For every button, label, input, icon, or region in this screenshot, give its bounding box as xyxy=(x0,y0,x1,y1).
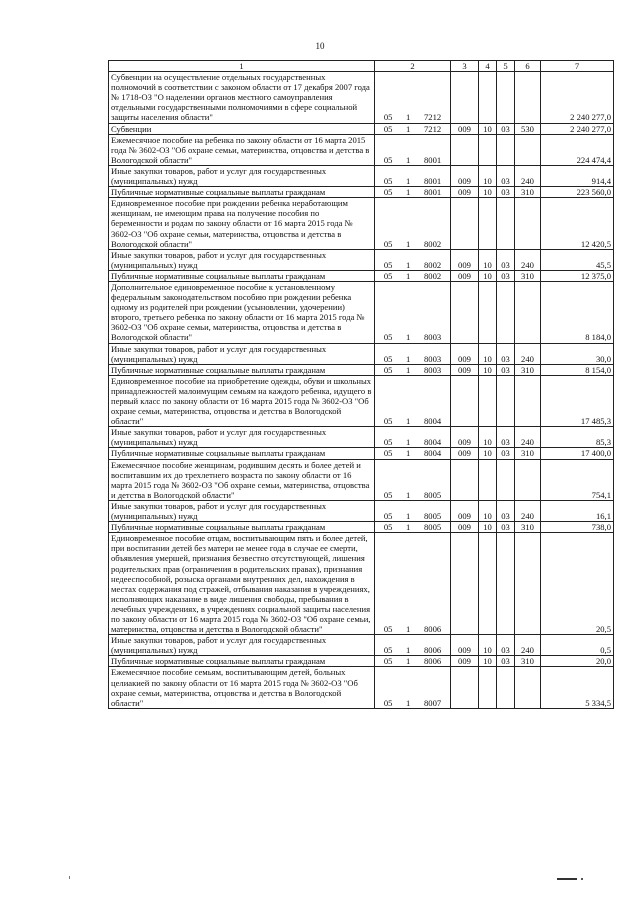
table-row xyxy=(109,533,614,635)
row-name: Ежемесячное пособие семьям, воспитывающим детей, больных целиакией по закону области от 16 марта 2015 года № 3602-ОЗ "Об охране семьи, материнства, отцовства и детства в Вологодской области" xyxy=(109,667,375,708)
row-pr xyxy=(497,134,515,165)
code-parts xyxy=(377,448,448,458)
code-sub: 1 xyxy=(406,238,411,249)
row-pr xyxy=(497,72,515,123)
code-sub: 1 xyxy=(406,624,411,635)
row-rz: 10 xyxy=(479,270,497,281)
scan-artifact xyxy=(557,878,577,880)
header-col-4: 4 xyxy=(479,61,497,72)
table-row xyxy=(109,343,614,364)
row-rz: 10 xyxy=(479,343,497,364)
row-pr: 03 xyxy=(497,343,515,364)
row-code xyxy=(375,533,451,635)
code-sub: 1 xyxy=(406,259,411,270)
table-row xyxy=(109,281,614,343)
code-prog: 05 xyxy=(383,270,393,281)
code-dir: 8001 xyxy=(423,176,442,187)
row-vr xyxy=(451,459,479,500)
code-parts xyxy=(377,354,448,364)
row-code xyxy=(375,427,451,448)
table-row xyxy=(109,249,614,270)
row-rz: 10 xyxy=(479,364,497,375)
row-vr: 009 xyxy=(451,500,479,521)
code-parts xyxy=(377,365,448,375)
table-row xyxy=(109,448,614,459)
table-row xyxy=(109,364,614,375)
row-rz: 10 xyxy=(479,123,497,134)
row-vr: 009 xyxy=(451,165,479,186)
table-row xyxy=(109,72,614,123)
row-pr: 03 xyxy=(497,187,515,198)
row-pr: 03 xyxy=(497,448,515,459)
row-kvr xyxy=(515,281,541,343)
code-dir: 8002 xyxy=(423,238,442,249)
row-vr xyxy=(451,533,479,635)
row-vr: 009 xyxy=(451,270,479,281)
code-dir: 7212 xyxy=(423,123,442,134)
table-row xyxy=(109,656,614,667)
row-rz: 10 xyxy=(479,656,497,667)
code-dir: 8004 xyxy=(423,437,442,448)
row-amount: 2 240 277,0 xyxy=(541,72,614,123)
code-dir: 8002 xyxy=(423,259,442,270)
budget-table xyxy=(108,60,614,709)
code-sub: 1 xyxy=(406,522,411,533)
code-parts xyxy=(377,260,448,270)
row-vr: 009 xyxy=(451,249,479,270)
code-parts xyxy=(377,522,448,532)
code-prog: 05 xyxy=(383,511,393,522)
row-amount: 12 420,5 xyxy=(541,198,614,249)
row-rz: 10 xyxy=(479,635,497,656)
row-kvr: 240 xyxy=(515,427,541,448)
row-name: Единовременное пособие на приобретение одежды, обуви и школьных принадлежностей малоимущим семьям на каждого ребенка, идущего в первый класс по закону области от 16 марта 2015 года № 3602-ОЗ "Об охране семьи, материнства, отцовства и детства в Вологодской области" xyxy=(109,375,375,426)
code-prog: 05 xyxy=(383,489,393,500)
row-amount: 17 400,0 xyxy=(541,448,614,459)
scan-artifact xyxy=(69,876,70,879)
row-kvr xyxy=(515,375,541,426)
row-rz xyxy=(479,375,497,426)
table-body xyxy=(109,72,614,709)
header-row xyxy=(109,61,614,72)
code-sub: 1 xyxy=(406,489,411,500)
row-rz xyxy=(479,72,497,123)
row-name: Ежемесячное пособие женщинам, родившим десять и более детей и воспитавшим их до трехлетнего возраста по закону области от 16 марта 2015 года № 3602-ОЗ "Об охране семьи, материнства, отцовства и детства в Вологодской области" xyxy=(109,459,375,500)
row-pr xyxy=(497,667,515,708)
code-prog: 05 xyxy=(383,123,393,134)
row-code xyxy=(375,522,451,533)
code-parts xyxy=(377,656,448,666)
row-code xyxy=(375,249,451,270)
row-code xyxy=(375,123,451,134)
row-rz: 10 xyxy=(479,500,497,521)
code-sub: 1 xyxy=(406,123,411,134)
row-amount: 85,3 xyxy=(541,427,614,448)
row-name: Иные закупки товаров, работ и услуг для государственных (муниципальных) нужд xyxy=(109,249,375,270)
header-col-3: 3 xyxy=(451,61,479,72)
code-prog: 05 xyxy=(383,238,393,249)
code-prog: 05 xyxy=(383,259,393,270)
code-prog: 05 xyxy=(383,416,393,427)
row-pr xyxy=(497,281,515,343)
table-row xyxy=(109,270,614,281)
row-amount: 0,5 xyxy=(541,635,614,656)
row-name: Публичные нормативные социальные выплаты гражданам xyxy=(109,364,375,375)
code-sub: 1 xyxy=(406,364,411,375)
header-col-1: 1 xyxy=(109,61,375,72)
row-vr: 009 xyxy=(451,343,479,364)
row-rz: 10 xyxy=(479,522,497,533)
row-vr xyxy=(451,281,479,343)
row-kvr: 310 xyxy=(515,522,541,533)
row-rz xyxy=(479,134,497,165)
table-row xyxy=(109,500,614,521)
row-rz: 10 xyxy=(479,187,497,198)
row-amount: 754,1 xyxy=(541,459,614,500)
row-vr xyxy=(451,198,479,249)
table-row xyxy=(109,427,614,448)
row-pr: 03 xyxy=(497,635,515,656)
row-kvr: 240 xyxy=(515,249,541,270)
row-pr xyxy=(497,533,515,635)
code-parts xyxy=(377,112,448,122)
row-pr: 03 xyxy=(497,249,515,270)
row-pr: 03 xyxy=(497,522,515,533)
code-prog: 05 xyxy=(383,154,393,165)
row-vr: 009 xyxy=(451,364,479,375)
header-col-5: 5 xyxy=(497,61,515,72)
row-rz: 10 xyxy=(479,249,497,270)
row-kvr: 310 xyxy=(515,187,541,198)
row-pr: 03 xyxy=(497,123,515,134)
code-sub: 1 xyxy=(406,176,411,187)
code-parts xyxy=(377,155,448,165)
row-amount: 12 375,0 xyxy=(541,270,614,281)
code-parts xyxy=(377,271,448,281)
row-kvr xyxy=(515,667,541,708)
table-row xyxy=(109,375,614,426)
code-dir: 8007 xyxy=(423,697,442,708)
code-prog: 05 xyxy=(383,522,393,533)
row-name: Публичные нормативные социальные выплаты гражданам xyxy=(109,270,375,281)
table-row xyxy=(109,134,614,165)
code-sub: 1 xyxy=(406,416,411,427)
row-kvr: 240 xyxy=(515,500,541,521)
row-kvr xyxy=(515,134,541,165)
row-code xyxy=(375,375,451,426)
code-sub: 1 xyxy=(406,448,411,459)
row-amount: 224 474,4 xyxy=(541,134,614,165)
row-name: Публичные нормативные социальные выплаты гражданам xyxy=(109,522,375,533)
code-parts xyxy=(377,332,448,342)
code-sub: 1 xyxy=(406,645,411,656)
row-rz: 10 xyxy=(479,165,497,186)
row-pr: 03 xyxy=(497,364,515,375)
row-code xyxy=(375,459,451,500)
row-rz xyxy=(479,281,497,343)
row-code xyxy=(375,343,451,364)
scan-artifact xyxy=(581,878,583,880)
row-kvr: 310 xyxy=(515,364,541,375)
row-kvr: 240 xyxy=(515,635,541,656)
row-amount: 20,0 xyxy=(541,656,614,667)
row-name: Единовременное пособие при рождении ребенка неработающим женщинам, не имеющим права на получение пособия по беременности и родам по закону области от 16 марта 2015 года № 3602-ОЗ "Об охране семьи, материнства, отцовства и детства в Вологодской области" xyxy=(109,198,375,249)
table-row xyxy=(109,667,614,708)
row-kvr: 310 xyxy=(515,448,541,459)
row-name: Публичные нормативные социальные выплаты гражданам xyxy=(109,656,375,667)
row-vr: 009 xyxy=(451,123,479,134)
row-kvr: 530 xyxy=(515,123,541,134)
header-col-2: 2 xyxy=(375,61,451,72)
row-amount: 914,4 xyxy=(541,165,614,186)
code-dir: 8006 xyxy=(423,645,442,656)
row-code xyxy=(375,270,451,281)
table-row xyxy=(109,123,614,134)
code-sub: 1 xyxy=(406,511,411,522)
code-dir: 8001 xyxy=(423,154,442,165)
code-parts xyxy=(377,239,448,249)
row-kvr: 310 xyxy=(515,270,541,281)
row-code xyxy=(375,134,451,165)
row-rz xyxy=(479,533,497,635)
code-dir: 8004 xyxy=(423,416,442,427)
row-pr: 03 xyxy=(497,270,515,281)
table-row xyxy=(109,635,614,656)
row-vr xyxy=(451,667,479,708)
code-prog: 05 xyxy=(383,187,393,198)
row-code xyxy=(375,500,451,521)
code-dir: 8002 xyxy=(423,270,442,281)
code-prog: 05 xyxy=(383,332,393,343)
code-parts xyxy=(377,645,448,655)
code-sub: 1 xyxy=(406,437,411,448)
code-dir: 8003 xyxy=(423,364,442,375)
code-dir: 8005 xyxy=(423,511,442,522)
table-row xyxy=(109,459,614,500)
code-parts xyxy=(377,490,448,500)
row-rz xyxy=(479,198,497,249)
row-vr: 009 xyxy=(451,522,479,533)
table-row xyxy=(109,198,614,249)
code-prog: 05 xyxy=(383,364,393,375)
row-kvr: 240 xyxy=(515,343,541,364)
code-prog: 05 xyxy=(383,112,393,123)
row-name: Единовременное пособие отцам, воспитывающим пять и более детей, при воспитании детей без матери не менее года в случае ее смерти, объявления умершей, признания безвестно отсутствующей, лишения родительских прав (ограничения в родительских правах), признания недееспособной, розыска органами внутренних дел, нахождения в местах содержания под стражей, отбывания наказания в учреждениях, исполняющих наказание в виде лишения свободы, пребывания в лечебных учреждениях, в учреждениях социальной защиты населения по закону области от 16 марта 2015 года № 3602-ОЗ "Об охране семьи, материнства, отцовства и детства в Вологодской области" xyxy=(109,533,375,635)
code-parts xyxy=(377,176,448,186)
row-amount: 30,0 xyxy=(541,343,614,364)
row-vr: 009 xyxy=(451,427,479,448)
row-name: Иные закупки товаров, работ и услуг для государственных (муниципальных) нужд xyxy=(109,500,375,521)
row-rz: 10 xyxy=(479,427,497,448)
row-vr: 009 xyxy=(451,635,479,656)
row-code xyxy=(375,187,451,198)
code-sub: 1 xyxy=(406,112,411,123)
code-prog: 05 xyxy=(383,656,393,667)
row-code xyxy=(375,448,451,459)
row-name: Иные закупки товаров, работ и услуг для государственных (муниципальных) нужд xyxy=(109,427,375,448)
row-pr: 03 xyxy=(497,500,515,521)
row-kvr xyxy=(515,72,541,123)
row-code xyxy=(375,165,451,186)
page-number: 10 xyxy=(315,41,325,51)
code-prog: 05 xyxy=(383,437,393,448)
row-amount: 20,5 xyxy=(541,533,614,635)
table-row xyxy=(109,522,614,533)
code-parts xyxy=(377,416,448,426)
table-row xyxy=(109,187,614,198)
row-name: Субвенции на осуществление отдельных государственных полномочий в соответствии с законом области от 17 декабря 2007 года № 1718-ОЗ "О наделении органов местного самоуправления отдельными государственными полномочиями в сфере социальной защиты населения области" xyxy=(109,72,375,123)
row-name: Дополнительное единовременное пособие к установленному федеральным законодательством пособию при рождении ребенка одному из родителей при рождении (усыновлении, удочерении) второго, третьего ребенка по закону области от 16 марта 2015 года № 3602-ОЗ "Об охране семьи, материнства, отцовства и детства в Вологодской области" xyxy=(109,281,375,343)
row-code xyxy=(375,72,451,123)
row-pr xyxy=(497,198,515,249)
row-vr xyxy=(451,72,479,123)
row-amount: 738,0 xyxy=(541,522,614,533)
row-pr: 03 xyxy=(497,656,515,667)
code-prog: 05 xyxy=(383,176,393,187)
code-parts xyxy=(377,124,448,134)
code-dir: 8003 xyxy=(423,353,442,364)
row-name: Иные закупки товаров, работ и услуг для государственных (муниципальных) нужд xyxy=(109,165,375,186)
row-amount: 16,1 xyxy=(541,500,614,521)
table-row xyxy=(109,165,614,186)
code-sub: 1 xyxy=(406,270,411,281)
row-vr xyxy=(451,375,479,426)
row-amount: 2 240 277,0 xyxy=(541,123,614,134)
code-parts xyxy=(377,624,448,634)
row-code xyxy=(375,281,451,343)
row-kvr xyxy=(515,459,541,500)
row-amount: 5 334,5 xyxy=(541,667,614,708)
code-sub: 1 xyxy=(406,187,411,198)
row-code xyxy=(375,198,451,249)
row-kvr: 310 xyxy=(515,656,541,667)
row-code xyxy=(375,364,451,375)
code-sub: 1 xyxy=(406,332,411,343)
code-dir: 8006 xyxy=(423,656,442,667)
row-amount: 223 560,0 xyxy=(541,187,614,198)
row-name: Публичные нормативные социальные выплаты гражданам xyxy=(109,187,375,198)
row-kvr xyxy=(515,533,541,635)
row-vr xyxy=(451,134,479,165)
row-kvr xyxy=(515,198,541,249)
code-sub: 1 xyxy=(406,154,411,165)
row-code xyxy=(375,667,451,708)
row-rz: 10 xyxy=(479,448,497,459)
row-kvr: 240 xyxy=(515,165,541,186)
row-amount: 45,5 xyxy=(541,249,614,270)
row-amount: 17 485,3 xyxy=(541,375,614,426)
code-prog: 05 xyxy=(383,448,393,459)
row-pr xyxy=(497,375,515,426)
row-vr: 009 xyxy=(451,448,479,459)
code-dir: 8001 xyxy=(423,187,442,198)
code-dir: 8004 xyxy=(423,448,442,459)
code-prog: 05 xyxy=(383,353,393,364)
code-parts xyxy=(377,187,448,197)
row-name: Публичные нормативные социальные выплаты гражданам xyxy=(109,448,375,459)
code-sub: 1 xyxy=(406,353,411,364)
header-col-6: 6 xyxy=(515,61,541,72)
row-amount: 8 154,0 xyxy=(541,364,614,375)
row-vr: 009 xyxy=(451,656,479,667)
row-vr: 009 xyxy=(451,187,479,198)
row-name: Иные закупки товаров, работ и услуг для государственных (муниципальных) нужд xyxy=(109,343,375,364)
code-dir: 8003 xyxy=(423,332,442,343)
code-sub: 1 xyxy=(406,697,411,708)
code-dir: 8005 xyxy=(423,522,442,533)
code-prog: 05 xyxy=(383,645,393,656)
code-dir: 8006 xyxy=(423,624,442,635)
code-parts xyxy=(377,437,448,447)
row-rz xyxy=(479,667,497,708)
row-name: Иные закупки товаров, работ и услуг для государственных (муниципальных) нужд xyxy=(109,635,375,656)
code-dir: 8005 xyxy=(423,489,442,500)
code-sub: 1 xyxy=(406,656,411,667)
row-code xyxy=(375,656,451,667)
row-pr xyxy=(497,459,515,500)
row-name: Ежемесячное пособие на ребенка по закону области от 16 марта 2015 года № 3602-ОЗ "Об охране семьи, материнства, отцовства и детства в Вологодской области" xyxy=(109,134,375,165)
code-parts xyxy=(377,698,448,708)
code-parts xyxy=(377,511,448,521)
row-rz xyxy=(479,459,497,500)
row-amount: 8 184,0 xyxy=(541,281,614,343)
row-pr: 03 xyxy=(497,427,515,448)
code-prog: 05 xyxy=(383,624,393,635)
header-col-7: 7 xyxy=(541,61,614,72)
row-pr: 03 xyxy=(497,165,515,186)
row-code xyxy=(375,635,451,656)
code-dir: 7212 xyxy=(423,112,442,123)
code-prog: 05 xyxy=(383,697,393,708)
row-name: Субвенции xyxy=(109,123,375,134)
